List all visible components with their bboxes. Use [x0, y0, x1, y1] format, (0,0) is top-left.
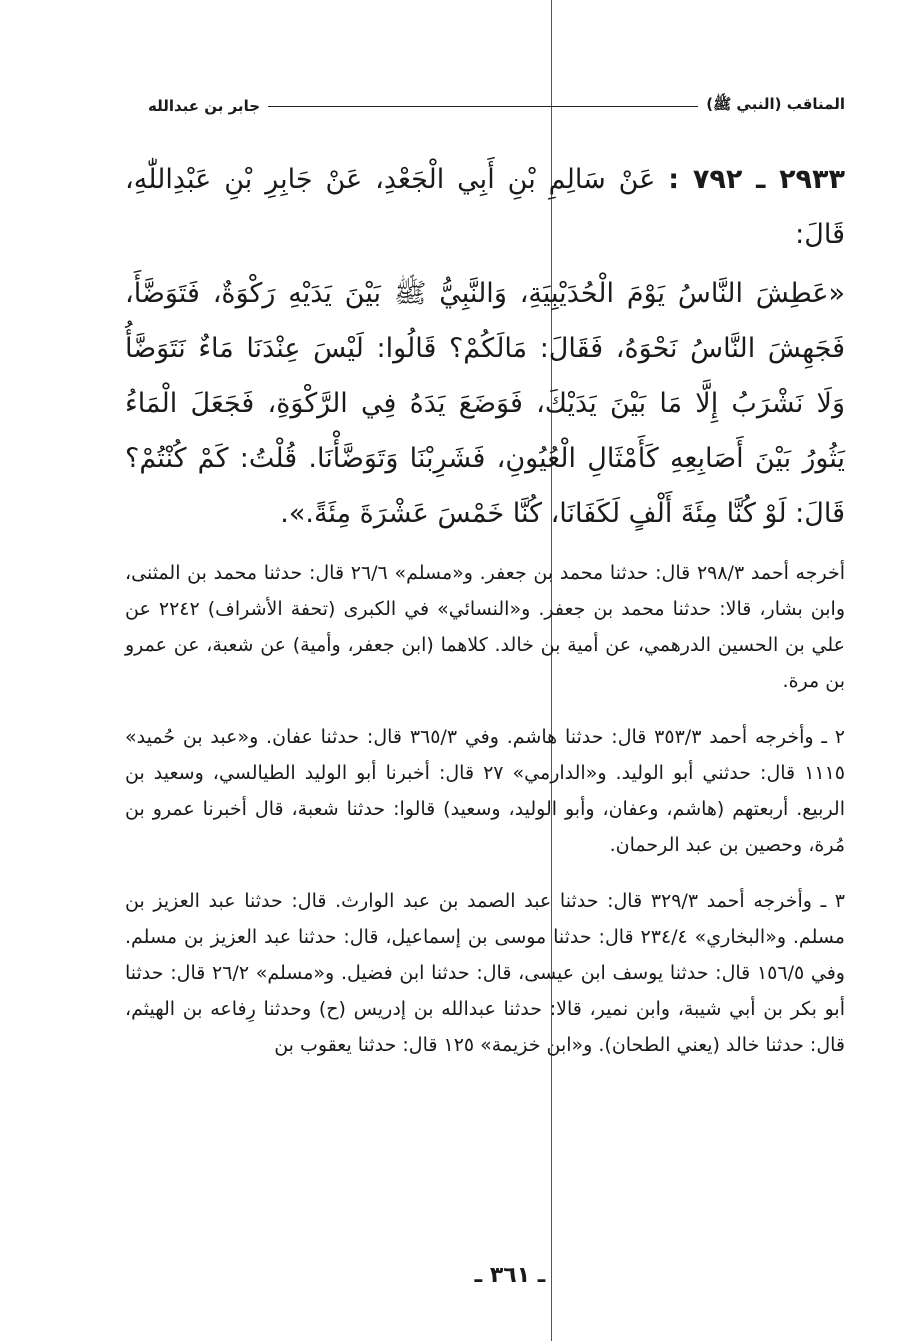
header-chapter-title: المناقب (النبي ﷺ): [706, 95, 845, 113]
takhrij-notes: [125, 555, 845, 1083]
hadith-block: [125, 152, 845, 541]
header-rule: [268, 106, 698, 107]
note-paragraph-3: ٣ ـ وأخرجه أحمد ٣٢٩/٣ قال: حدثنا عبد الصمد بن عبد الوارث. قال: حدثنا عبد العزيز بن مسلم. و«البخاري» ٢٣٤/٤ قال: حدثنا موسى بن إسماعيل، قال: حدثنا عبد العزيز بن مسلم. وفي ١٥٦/٥ قال: حدثنا يوسف ابن عيسى، قال: حدثنا ابن فضيل. و«مسلم» ٢٦/٢ قال: حدثنا أبو بكر بن أبي شيبة، وابن نمير، قالا: حدثنا عبدالله بن إدريس (ح) وحدثنا رِفاعه بن الهيثم، قال: حدثنا خالد (يعني الطحان). و«ابن خزيمة» ١٢٥ قال: حدثنا يعقوب بن: [125, 890, 845, 1056]
hadith-heading: [125, 152, 845, 262]
hadith-number: ٢٩٣٣ ـ ٧٩٢ :: [668, 164, 845, 195]
hadith-text: «عَطِشَ النَّاسُ يَوْمَ الْحُدَيْبِيَةِ، وَالنَّبِيُّ ﷺ بَيْنَ يَدَيْهِ رَكْوَةٌ، فَتَوَضَّأَ، فَجَهِشَ النَّاسُ نَحْوَهُ، فَقَالَ: مَالَكُمْ؟ قَالُوا: لَيْسَ عِنْدَنَا مَاءٌ نَتَوَضَّأُ وَلَا نَشْرَبُ إِلَّا مَا بَيْنَ يَدَيْكَ، فَوَضَعَ يَدَهُ فِي الرَّكْوَةِ، فَجَعَلَ الْمَاءُ يَثُورُ بَيْنَ أَصَابِعِهِ كَأَمْثَالِ الْعُيُونِ، فَشَرِبْنَا وَتَوَضَّأْنَا. قُلْتُ: كَمْ كُنْتُمْ؟ قَالَ: لَوْ كُنَّا مِئَةَ أَلْفٍ لَكَفَانَا، كُنَّا خَمْسَ عَشْرَةَ مِئَةً.».: [125, 278, 845, 529]
hadith-chain: عَنْ سَالِمِ بْنِ أَبِي الْجَعْدِ، عَنْ جَابِرِ بْنِ عَبْدِاللّٰهِ، قَالَ:: [125, 164, 845, 250]
note-paragraph-2: ٢ ـ وأخرجه أحمد ٣٥٣/٣ قال: حدثنا هاشم. وفي ٣٦٥/٣ قال: حدثنا عفان. و«عبد بن حُميد» ١١١٥ قال: حدثني أبو الوليد. و«الدارمي» ٢٧ قال: أخبرنا أبو الوليد الطيالسي، وسعيد بن الربيع. أربعتهم (هاشم، وعفان، وأبو الوليد، وسعيد) قالوا: حدثنا شعبة، قال أخبرنا عمرو بن مُرة، وحصين بن عبد الرحمان.: [125, 726, 846, 856]
running-header: [148, 93, 845, 119]
note-paragraph-1: أخرجه أحمد ٢٩٨/٣ قال: حدثنا محمد بن جعفر. و«مسلم» ٢٦/٦ قال: حدثنا محمد بن المثنى، وابن بشار، قالا: حدثنا محمد بن جعفر. و«النسائي» في الكبرى (تحفة الأشراف) ٢٢٤٢ عن علي بن الحسين الدرهمي، عن أمية بن خالد. كلاهما (ابن جعفر، وأمية) عن شعبة، عن عمرو بن مرة.: [125, 562, 845, 692]
header-section-title: جابر بن عبدالله: [148, 97, 261, 115]
page-number: ـ ٣٦١ ـ: [474, 1263, 546, 1288]
